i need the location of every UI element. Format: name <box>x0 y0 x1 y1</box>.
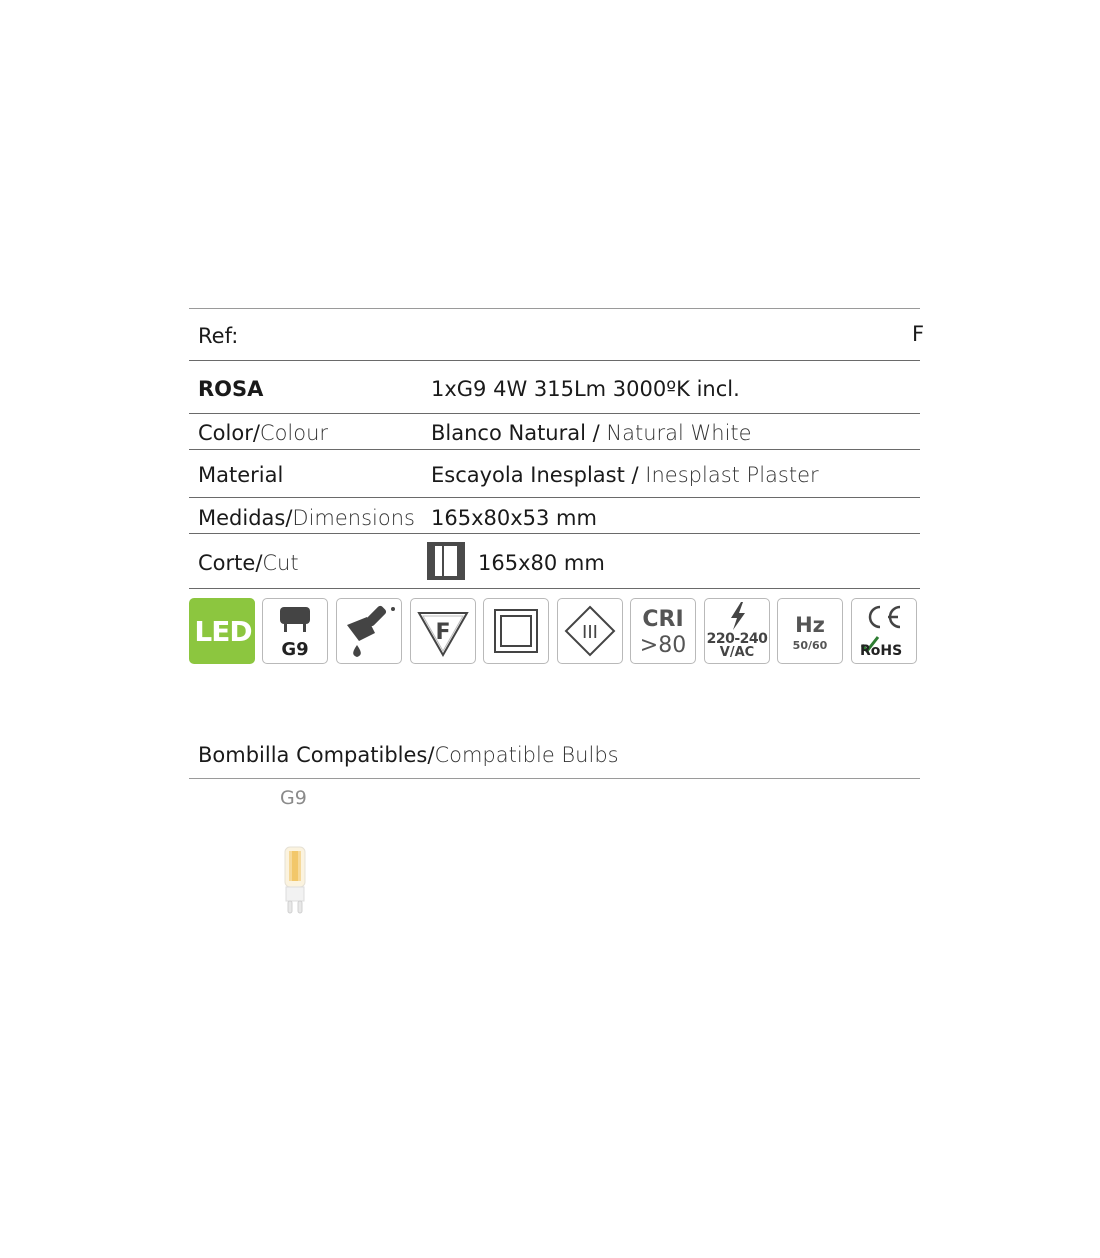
top-divider <box>189 308 920 309</box>
diamond-iii-icon <box>558 599 622 663</box>
compatible-bulbs-divider <box>189 778 920 779</box>
cri-label: CRI <box>642 607 684 632</box>
dimensions-divider <box>189 533 920 534</box>
compatible-bulb-name: G9 <box>280 787 307 809</box>
ref-right-fragment: F <box>912 322 925 346</box>
class-2-icon <box>483 598 549 664</box>
voltage-icon <box>704 598 770 664</box>
ref-label: Ref: <box>198 324 239 348</box>
ce-rohs-icon <box>851 598 917 664</box>
f-triangle-icon <box>411 599 475 663</box>
led-icon <box>189 598 255 664</box>
hz-value: 50/60 <box>792 639 828 652</box>
material-value <box>431 462 819 488</box>
cut-divider <box>189 588 920 589</box>
color-value-sep: / <box>585 421 607 445</box>
dimensions-label <box>198 505 415 531</box>
ref-divider <box>189 360 920 361</box>
compatible-bulbs-title-es: Bombilla Compatibles <box>198 743 428 767</box>
dimensions-label-es: Medidas <box>198 506 286 530</box>
f-letter: F <box>435 620 451 645</box>
cut-label-es: Corte <box>198 551 256 575</box>
double-square-icon <box>484 599 548 663</box>
color-value-en: Natural White <box>606 421 752 445</box>
cut-value: 165x80 mm <box>478 551 605 575</box>
color-label <box>198 420 328 446</box>
product-name: ROSA <box>198 377 264 401</box>
rohs-label: RoHS <box>860 643 903 659</box>
led-icon-label: LED <box>194 615 252 648</box>
color-value-es: Blanco Natural <box>431 421 586 445</box>
voltage-unit: V/AC <box>719 645 755 660</box>
color-label-en: Colour <box>259 421 329 445</box>
cut-saw-icon <box>427 542 465 580</box>
compatible-bulbs-title-sep: / <box>427 743 435 767</box>
features-icon-row <box>189 598 920 666</box>
cut-label-en: Cut <box>262 551 299 575</box>
cri-value: >80 <box>639 633 687 658</box>
color-label-sep: / <box>252 421 260 445</box>
material-divider <box>189 497 920 498</box>
paint-brush-icon <box>337 599 401 663</box>
compatible-bulbs-title-en: Compatible Bulbs <box>434 743 619 767</box>
voltage-value: 220-240 <box>706 631 768 647</box>
class-3-icon <box>557 598 623 664</box>
dimensions-label-en: Dimensions <box>292 506 415 530</box>
flammable-surface-icon <box>410 598 476 664</box>
dimensions-label-sep: / <box>285 506 293 530</box>
class-3-label: III <box>582 622 598 643</box>
cri-icon <box>630 598 696 664</box>
material-value-sep: / <box>624 463 646 487</box>
dimensions-value: 165x80x53 mm <box>431 506 597 530</box>
spec-sheet <box>189 308 925 948</box>
cut-label-sep: / <box>255 551 263 575</box>
cut-label <box>198 550 299 576</box>
material-label: Material <box>198 463 284 487</box>
color-divider <box>189 449 920 450</box>
compatible-bulbs-title <box>198 742 619 768</box>
material-value-en: Inesplast Plaster <box>645 463 819 487</box>
material-value-es: Escayola Inesplast <box>431 463 625 487</box>
g9-icon-label: G9 <box>281 639 309 660</box>
color-value <box>431 420 752 446</box>
g9-socket-icon <box>262 598 328 664</box>
color-label-es: Color <box>198 421 253 445</box>
product-divider <box>189 413 920 414</box>
product-bulb-spec: 1xG9 4W 315Lm 3000ºK incl. <box>431 377 740 401</box>
paintable-icon <box>336 598 402 664</box>
g9-bulb-image <box>283 845 307 915</box>
frequency-icon <box>777 598 843 664</box>
hz-label: Hz <box>795 613 825 637</box>
